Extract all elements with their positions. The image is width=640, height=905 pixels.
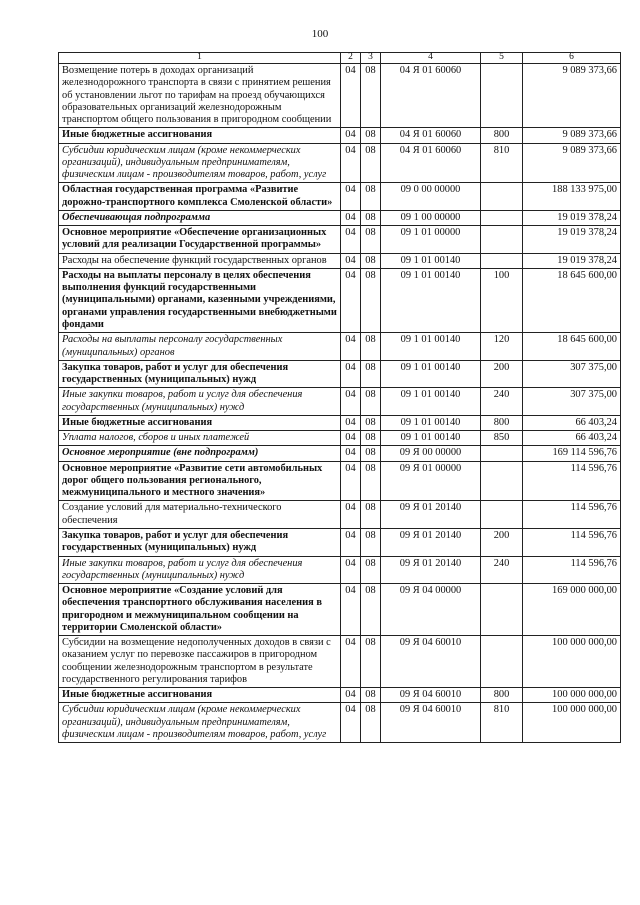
target-article-cell: 09 Я 00 00000 [381,446,481,461]
table-row [59,584,621,636]
target-article-cell: 09 Я 04 60010 [381,703,481,743]
target-article-cell: 09 Я 04 60010 [381,636,481,688]
subsection-code-cell: 08 [361,210,381,225]
item-name-cell: Основное мероприятие (вне подпрограмм) [59,446,341,461]
target-article-cell: 09 1 01 00140 [381,431,481,446]
item-name-cell: Закупка товаров, работ и услуг для обеспечения государственных (муниципальных) нужд [59,529,341,557]
amount-cell: 114 596,76 [523,461,621,501]
section-code-cell: 04 [341,415,361,430]
amount-cell: 18 645 600,00 [523,268,621,332]
expense-type-cell [481,183,523,211]
item-name-cell: Обеспечивающая подпрограмма [59,210,341,225]
subsection-code-cell: 08 [361,183,381,211]
section-code-cell: 04 [341,556,361,584]
item-name-cell: Субсидии юридическим лицам (кроме некоммерческих организаций), индивидуальным предпринимателям, физическим лицам - производителям товаров, работ, услуг [59,143,341,183]
page-number: 100 [311,28,329,40]
amount-cell: 114 596,76 [523,556,621,584]
section-code-cell: 04 [341,210,361,225]
expense-type-cell: 800 [481,128,523,143]
section-code-cell: 04 [341,333,361,361]
table-row [59,431,621,446]
subsection-code-cell: 08 [361,360,381,388]
section-code-cell: 04 [341,226,361,254]
column-header: 4 [381,53,481,64]
subsection-code-cell: 08 [361,584,381,636]
item-name-cell: Расходы на выплаты персоналу в целях обеспечения выполнения функций государственными (муниципальными) органами, казенными учреждениями, органами управления государственными внебюджетными фондами [59,268,341,332]
section-code-cell: 04 [341,63,361,127]
expense-type-cell [481,584,523,636]
item-name-cell: Возмещение потерь в доходах организаций железнодорожного транспорта в связи с принятием решения об установлении льгот по тарифам на проезд обучающихся образовательных организаций железнодорожным транспортом общего пользования в пригородном сообщении [59,63,341,127]
expense-type-cell: 200 [481,360,523,388]
section-code-cell: 04 [341,636,361,688]
table-row [59,226,621,254]
subsection-code-cell: 08 [361,253,381,268]
table-row [59,388,621,416]
expense-type-cell [481,636,523,688]
target-article-cell: 09 1 01 00000 [381,226,481,254]
item-name-cell: Иные закупки товаров, работ и услуг для обеспечения государственных (муниципальных) нужд [59,556,341,584]
item-name-cell: Иные бюджетные ассигнования [59,128,341,143]
target-article-cell: 04 Я 01 60060 [381,63,481,127]
target-article-cell: 09 Я 01 20140 [381,501,481,529]
section-code-cell: 04 [341,360,361,388]
section-code-cell: 04 [341,143,361,183]
target-article-cell: 09 1 01 00140 [381,253,481,268]
expense-type-cell [481,501,523,529]
expense-type-cell: 800 [481,415,523,430]
section-code-cell: 04 [341,268,361,332]
item-name-cell: Субсидии юридическим лицам (кроме некоммерческих организаций), индивидуальным предпринимателям, физическим лицам - производителям товаров, работ, услуг [59,703,341,743]
amount-cell: 307 375,00 [523,388,621,416]
section-code-cell: 04 [341,128,361,143]
expense-type-cell: 240 [481,556,523,584]
item-name-cell: Создание условий для материально-технического обеспечения [59,501,341,529]
amount-cell: 307 375,00 [523,360,621,388]
amount-cell: 169 000 000,00 [523,584,621,636]
target-article-cell: 09 Я 04 00000 [381,584,481,636]
item-name-cell: Уплата налогов, сборов и иных платежей [59,431,341,446]
section-code-cell: 04 [341,253,361,268]
item-name-cell: Областная государственная программа «Развитие дорожно-транспортного комплекса Смоленской области» [59,183,341,211]
target-article-cell: 09 1 01 00140 [381,360,481,388]
expense-type-cell: 120 [481,333,523,361]
table-row [59,703,621,743]
subsection-code-cell: 08 [361,268,381,332]
expense-type-cell [481,226,523,254]
table-row [59,461,621,501]
amount-cell: 9 089 373,66 [523,143,621,183]
table-header-row [59,53,621,64]
column-header: 3 [361,53,381,64]
subsection-code-cell: 08 [361,556,381,584]
item-name-cell: Расходы на обеспечение функций государственных органов [59,253,341,268]
amount-cell: 19 019 378,24 [523,210,621,225]
budget-table [58,52,621,743]
subsection-code-cell: 08 [361,636,381,688]
target-article-cell: 09 Я 01 20140 [381,556,481,584]
subsection-code-cell: 08 [361,703,381,743]
amount-cell: 100 000 000,00 [523,703,621,743]
amount-cell: 19 019 378,24 [523,253,621,268]
amount-cell: 9 089 373,66 [523,128,621,143]
item-name-cell: Основное мероприятие «Развитие сети автомобильных дорог общего пользования регионального, межмуниципального и местного значения» [59,461,341,501]
subsection-code-cell: 08 [361,431,381,446]
subsection-code-cell: 08 [361,388,381,416]
column-header: 1 [59,53,341,64]
subsection-code-cell: 08 [361,226,381,254]
item-name-cell: Иные бюджетные ассигнования [59,688,341,703]
target-article-cell: 09 1 01 00140 [381,268,481,332]
section-code-cell: 04 [341,688,361,703]
target-article-cell: 09 1 01 00140 [381,333,481,361]
subsection-code-cell: 08 [361,461,381,501]
section-code-cell: 04 [341,501,361,529]
column-header: 5 [481,53,523,64]
item-name-cell: Иные бюджетные ассигнования [59,415,341,430]
item-name-cell: Закупка товаров, работ и услуг для обеспечения государственных (муниципальных) нужд [59,360,341,388]
section-code-cell: 04 [341,703,361,743]
table-row [59,183,621,211]
section-code-cell: 04 [341,446,361,461]
table-row [59,415,621,430]
amount-cell: 66 403,24 [523,431,621,446]
subsection-code-cell: 08 [361,143,381,183]
table-row [59,529,621,557]
table-row [59,501,621,529]
item-name-cell: Расходы на выплаты персоналу государственных (муниципальных) органов [59,333,341,361]
subsection-code-cell: 08 [361,446,381,461]
item-name-cell: Основное мероприятие «Создание условий для обеспечения транспортного обслуживания населения в пригородном и межмуниципальном сообщении на территории Смоленской области» [59,584,341,636]
expense-type-cell: 240 [481,388,523,416]
target-article-cell: 09 Я 01 20140 [381,529,481,557]
amount-cell: 114 596,76 [523,529,621,557]
table-row [59,268,621,332]
table-row [59,253,621,268]
target-article-cell: 04 Я 01 60060 [381,128,481,143]
amount-cell: 114 596,76 [523,501,621,529]
amount-cell: 100 000 000,00 [523,688,621,703]
subsection-code-cell: 08 [361,501,381,529]
target-article-cell: 09 0 00 00000 [381,183,481,211]
column-header: 6 [523,53,621,64]
table-row [59,63,621,127]
expense-type-cell: 800 [481,688,523,703]
amount-cell: 66 403,24 [523,415,621,430]
section-code-cell: 04 [341,461,361,501]
expense-type-cell [481,253,523,268]
expense-type-cell [481,210,523,225]
expense-type-cell: 810 [481,703,523,743]
table-row [59,333,621,361]
section-code-cell: 04 [341,183,361,211]
amount-cell: 18 645 600,00 [523,333,621,361]
amount-cell: 169 114 596,76 [523,446,621,461]
target-article-cell: 09 1 00 00000 [381,210,481,225]
table-row [59,556,621,584]
amount-cell: 9 089 373,66 [523,63,621,127]
section-code-cell: 04 [341,584,361,636]
section-code-cell: 04 [341,431,361,446]
amount-cell: 19 019 378,24 [523,226,621,254]
table-row [59,636,621,688]
item-name-cell: Основное мероприятие «Обеспечение организационных условий для реализации Государственной программы» [59,226,341,254]
subsection-code-cell: 08 [361,529,381,557]
table-row [59,360,621,388]
table-row [59,210,621,225]
amount-cell: 188 133 975,00 [523,183,621,211]
subsection-code-cell: 08 [361,63,381,127]
target-article-cell: 09 1 01 00140 [381,388,481,416]
expense-type-cell: 100 [481,268,523,332]
expense-type-cell: 850 [481,431,523,446]
subsection-code-cell: 08 [361,128,381,143]
amount-cell: 100 000 000,00 [523,636,621,688]
subsection-code-cell: 08 [361,688,381,703]
subsection-code-cell: 08 [361,333,381,361]
expense-type-cell [481,461,523,501]
section-code-cell: 04 [341,529,361,557]
subsection-code-cell: 08 [361,415,381,430]
table-row [59,143,621,183]
table-row [59,688,621,703]
item-name-cell: Иные закупки товаров, работ и услуг для обеспечения государственных (муниципальных) нужд [59,388,341,416]
target-article-cell: 09 Я 01 00000 [381,461,481,501]
target-article-cell: 09 1 01 00140 [381,415,481,430]
target-article-cell: 04 Я 01 60060 [381,143,481,183]
table-row [59,128,621,143]
expense-type-cell: 810 [481,143,523,183]
item-name-cell: Субсидии на возмещение недополученных доходов в связи с оказанием услуг по перевозке пассажиров в пригородном сообщении железнодорожным транспортом в результате государственного регулирования тарифов [59,636,341,688]
expense-type-cell: 200 [481,529,523,557]
target-article-cell: 09 Я 04 60010 [381,688,481,703]
expense-type-cell [481,63,523,127]
section-code-cell: 04 [341,388,361,416]
column-header: 2 [341,53,361,64]
table-row [59,446,621,461]
expense-type-cell [481,446,523,461]
